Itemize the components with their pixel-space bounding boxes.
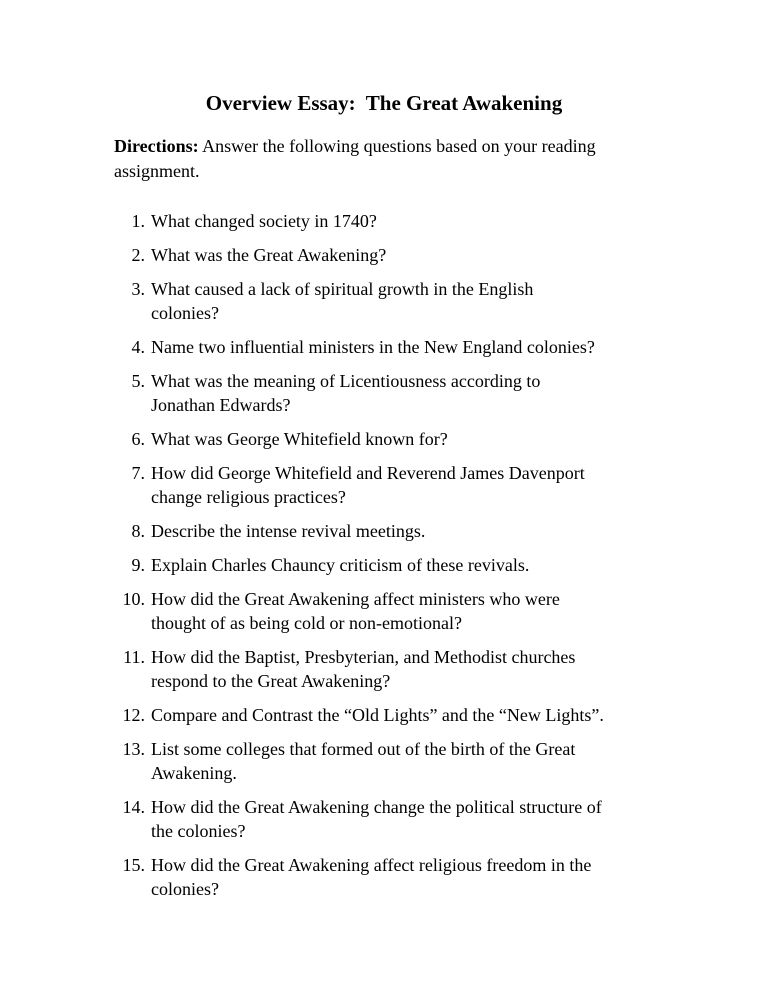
question-list [115,209,675,911]
document-title: Overview Essay: The Great Awakening [205,91,563,115]
question-number: 9. [131,555,145,575]
question-number: 1. [131,211,145,231]
question-number: 15. [122,855,145,875]
question-text: Describe the intense revival meetings. [151,521,426,541]
question-item [115,243,675,267]
question-number: 13. [122,739,145,759]
question-item [115,277,675,325]
question-number: 8. [131,521,145,541]
question-number: 2. [131,245,145,265]
question-text: What changed society in 1740? [151,211,377,231]
question-text: How did the Great Awakening affect ministers who were thought of as being cold or non-emotional? [151,589,560,633]
question-item [115,853,675,901]
directions-text: Answer the following questions based on your reading assignment. [114,136,596,181]
question-number: 3. [131,279,145,299]
question-text: How did the Great Awakening affect religious freedom in the colonies? [151,855,592,899]
question-text: Explain Charles Chauncy criticism of these revivals. [151,555,530,575]
question-item [115,553,675,577]
question-text: What was the meaning of Licentiousness according to Jonathan Edwards? [151,371,541,415]
question-text: Name two influential ministers in the New England colonies? [151,337,595,357]
question-number: 5. [131,371,145,391]
question-item [115,369,675,417]
question-text: List some colleges that formed out of the birth of the Great Awakening. [151,739,576,783]
question-number: 7. [131,463,145,483]
question-text: What was the Great Awakening? [151,245,387,265]
question-number: 11. [123,647,145,667]
question-item [115,645,675,693]
question-number: 6. [131,429,145,449]
question-number: 14. [122,797,145,817]
question-item [115,519,675,543]
question-item [115,427,675,451]
directions-label: Directions: [114,136,199,156]
question-text: What was George Whitefield known for? [151,429,448,449]
question-item [115,461,675,509]
question-item [115,335,675,359]
question-item [115,703,675,727]
question-text: Compare and Contrast the “Old Lights” and the “New Lights”. [151,705,604,725]
question-number: 12. [122,705,145,725]
question-number: 4. [131,337,145,357]
question-item [115,737,675,785]
question-number: 10. [122,589,145,609]
question-item [115,795,675,843]
question-text: How did George Whitefield and Reverend James Davenport change religious practices? [151,463,585,507]
question-text: How did the Great Awakening change the political structure of the colonies? [151,797,602,841]
question-text: How did the Baptist, Presbyterian, and Methodist churches respond to the Great Awakening? [151,647,576,691]
directions [114,134,654,184]
question-item [115,587,675,635]
question-text: What caused a lack of spiritual growth in the English colonies? [151,279,534,323]
question-item [115,209,675,233]
